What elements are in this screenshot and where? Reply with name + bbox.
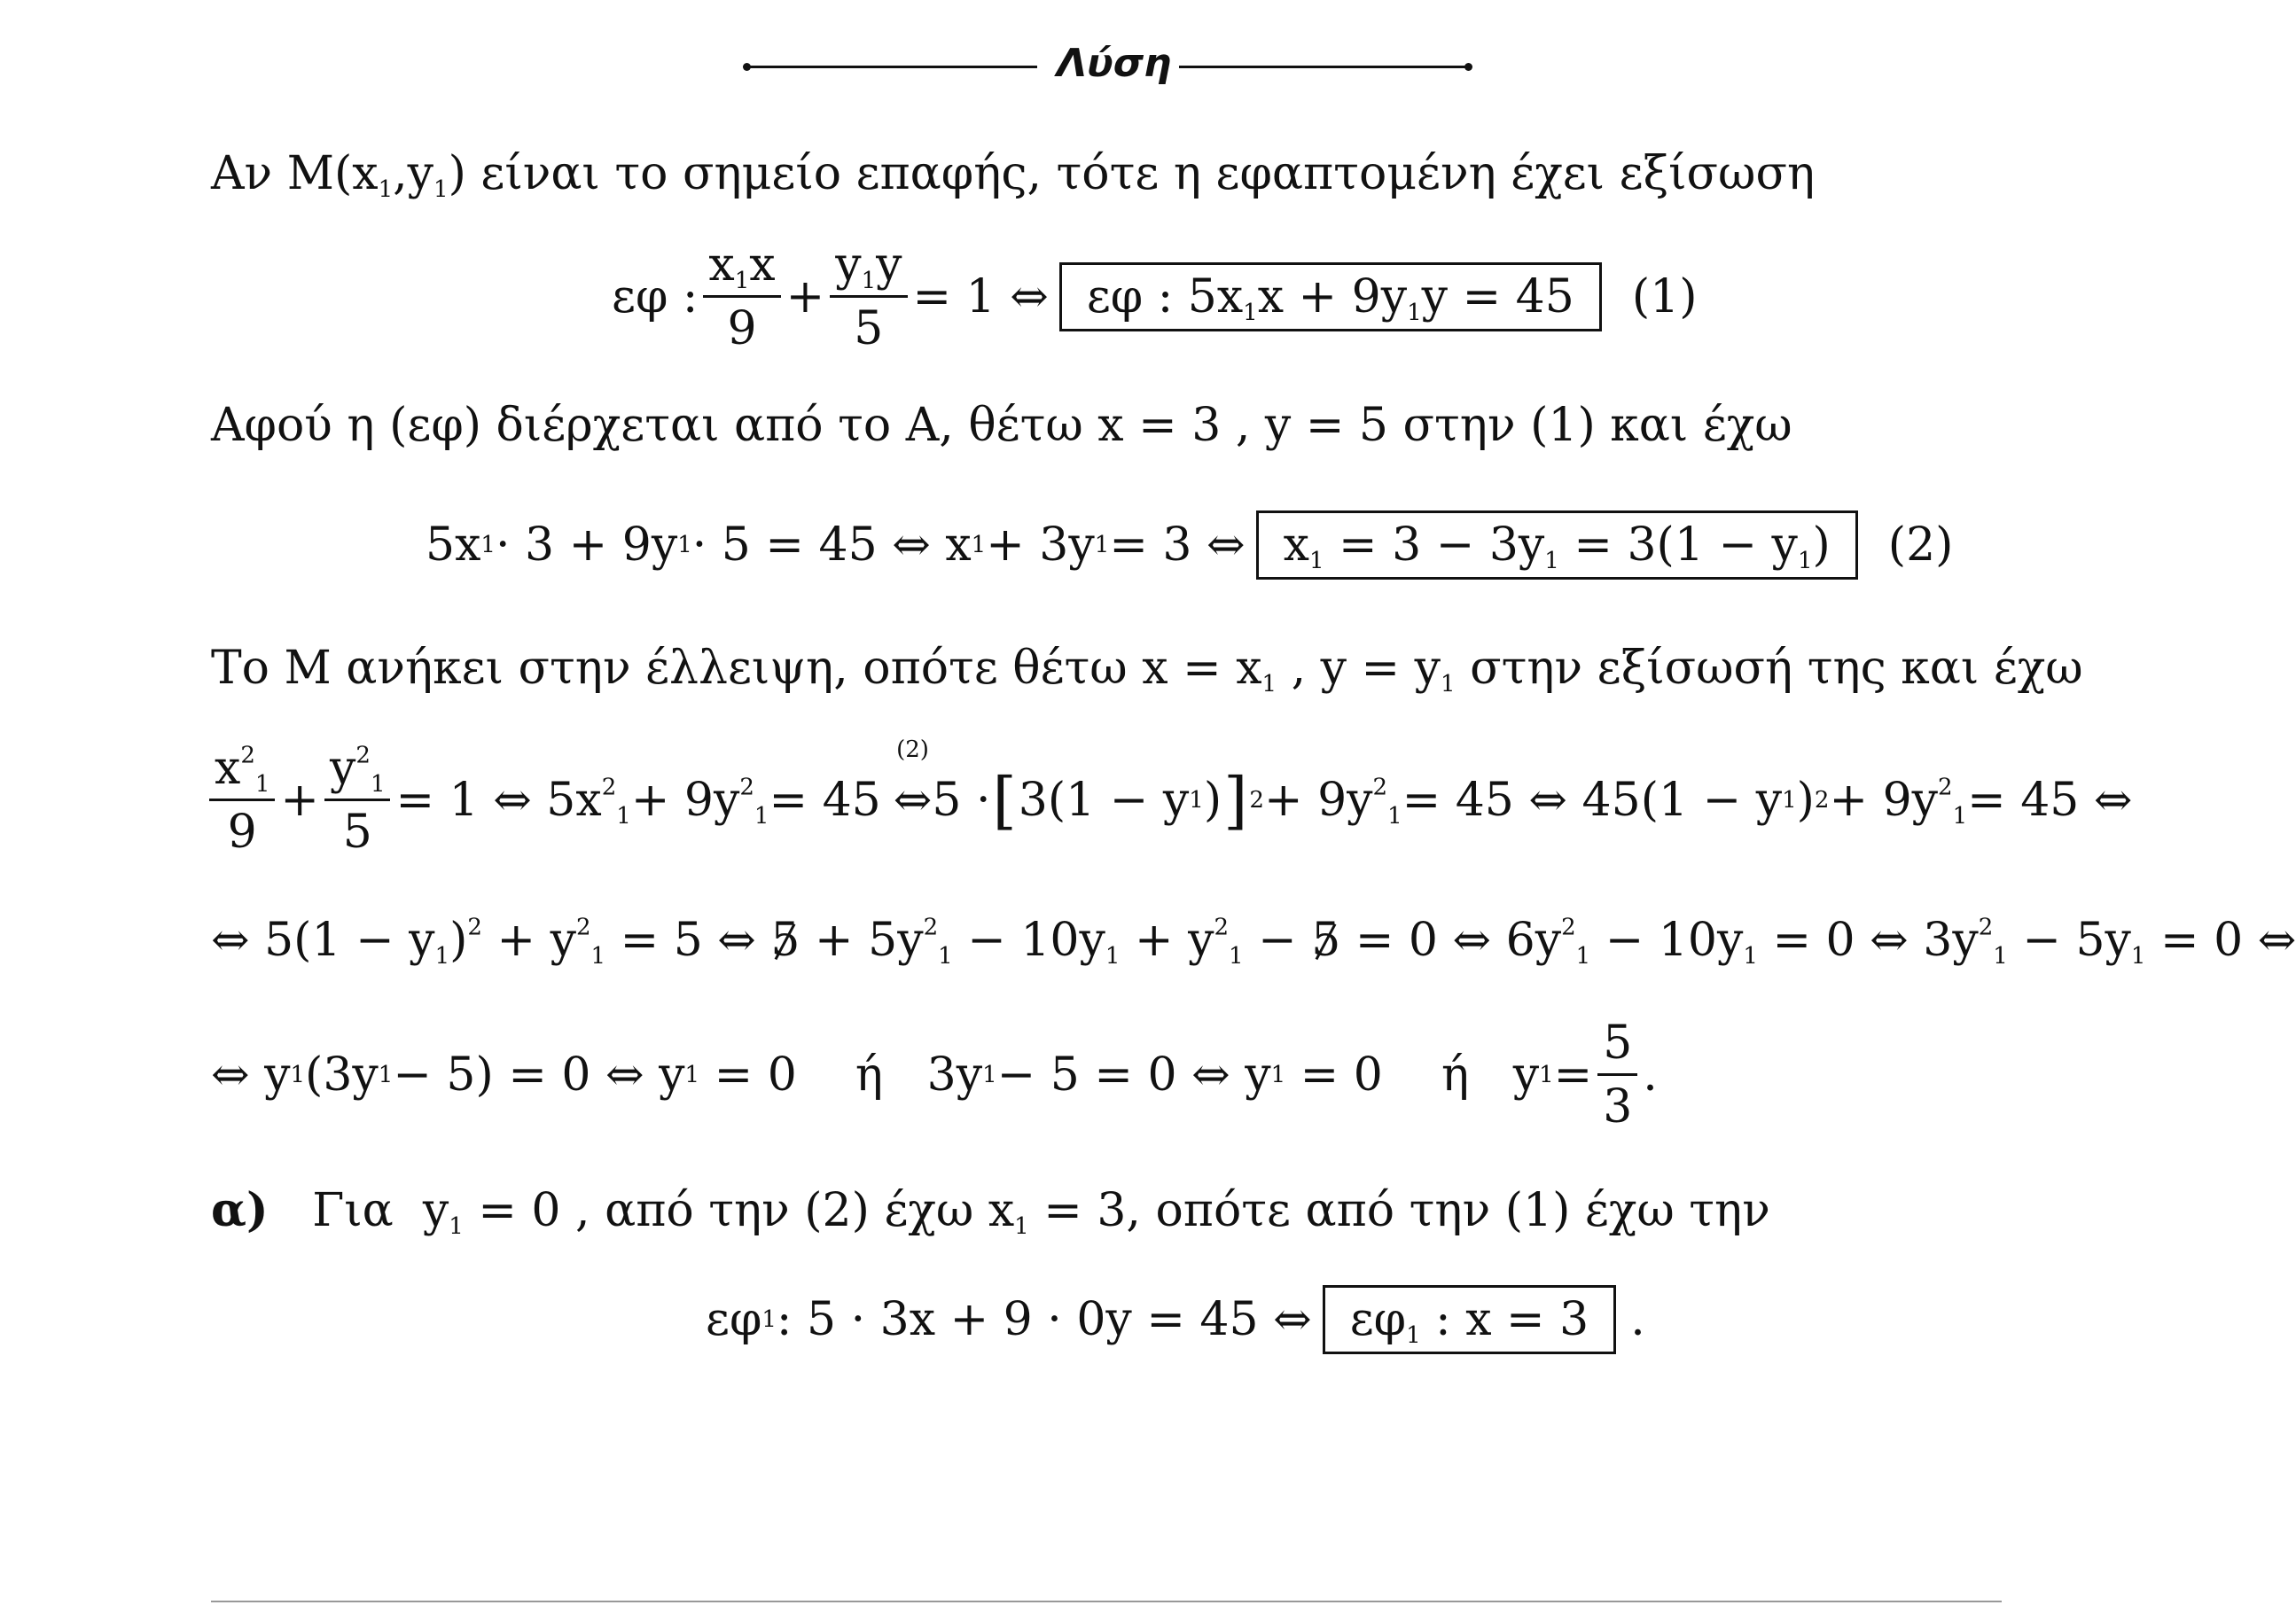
equation-5: ⇔ y 1 (3y 1 − 5) = 0 ⇔ y 1 = 0 ή 3y 1 − 5 = 0 ⇔ y 1 = 0 ή y 1 = $\frac{5}{3}$ . [211,1017,1658,1134]
page-title: Λύση [1057,41,1172,86]
part-alpha-label: α) [211,1183,269,1237]
fraction-5-over-3: $\frac{5}{3}$ [1597,1019,1637,1131]
equation-6: εφ 1 : 5 · 3x + 9 · 0y = 45 ⇔ $\varepsilon\varphi_1$ : x = 3 . [706,1285,1645,1354]
equation-2: 5x 1 · 3 + 9y 1 · 5 = 45 ⇔ x 1 + 3y 1 = 3 ⇔ $x_1 = 3 - 3y_1 = 3(1 - y_1)$ (2) [426,510,1953,580]
text-line-3: Το M ανήκει στην έλλειψη, οπότε θέτω $x = x_1$ , $y = y_1$ στην εξίσωσή της και έχω [211,642,2083,698]
equation-4: ⇔ $5(1 - y_1)^2 + y^2_1 = 5$ ⇔ $5 + 5y^2_1 - 10y_1 + y^2_1 - 5 = 0$ ⇔ $6y^2_1 - 10y_1 = 0$ ⇔ $3y^2_1 - 5y_1 = 0$ ⇔ [211,914,2296,970]
fraction-y1sq-over-5: $\frac{y^2_1}{5}$ [324,744,390,856]
boxed-tangent-equation: εφ : $5x_1x + 9y_1y = 45$ [1059,262,1602,331]
equation-tag-1: (1) [1631,270,1698,324]
fraction-x1x-over-9: $\frac{x_1x}{9}$ [703,241,780,353]
text-line-1: Αν $M(x_1,y_1)$ είναι το σημείο επαφής, τότε η εφαπτομένη έχει εξίσωση [211,147,1816,204]
boxed-tangent-result: $\varepsilon\varphi_1$ : x = 3 [1323,1285,1617,1354]
equation-1: εφ : $\frac{x_1x}{9}$ + $\frac{y_1y}{5}$ = 1 ⇔ εφ : $5x_1x + 9y_1y = 45$ (1) [612,238,1698,355]
header-rule-right-dot [1464,63,1472,71]
equation-tag-2: (2) [1887,518,1954,572]
fraction-y1y-over-5: $\frac{y_1y}{5}$ [830,241,907,353]
equation-3: $\frac{x^2_1}{9}$ + $\frac{y^2_1}{5}$ = 1 ⇔ 5x $^2_1$ + 9y $^2_1$ = 45 (2) ⇔ 5 · [ 3(1 − y 1 ) ] 2 + 9y $^2_1$ = 45 ⇔ 45(1 − y 1 ) 2 + 9y $^2_1$ = 45 ⇔ [209,744,2133,856]
part-alpha-line: α) Για $y_1 = 0$ , από την (2) έχω $x_1 = 3$, οπότε από την (1) έχω την [211,1183,1770,1241]
boxed-x1-expression: $x_1 = 3 - 3y_1 = 3(1 - y_1)$ [1256,510,1858,580]
cancelled-five-2: 5 [1311,914,1341,967]
cancelled-five-1: 5 [770,914,800,967]
footer-rule [211,1601,2002,1602]
header-rule-left [747,66,1037,68]
fraction-x1sq-over-9: $\frac{x^2_1}{9}$ [209,744,275,856]
header-rule-right [1179,66,1469,68]
text-line-2: Αφού η (εφ) διέρχεται από το A, θέτω x = 3 , y = 5 στην (1) και έχω [211,399,1792,452]
